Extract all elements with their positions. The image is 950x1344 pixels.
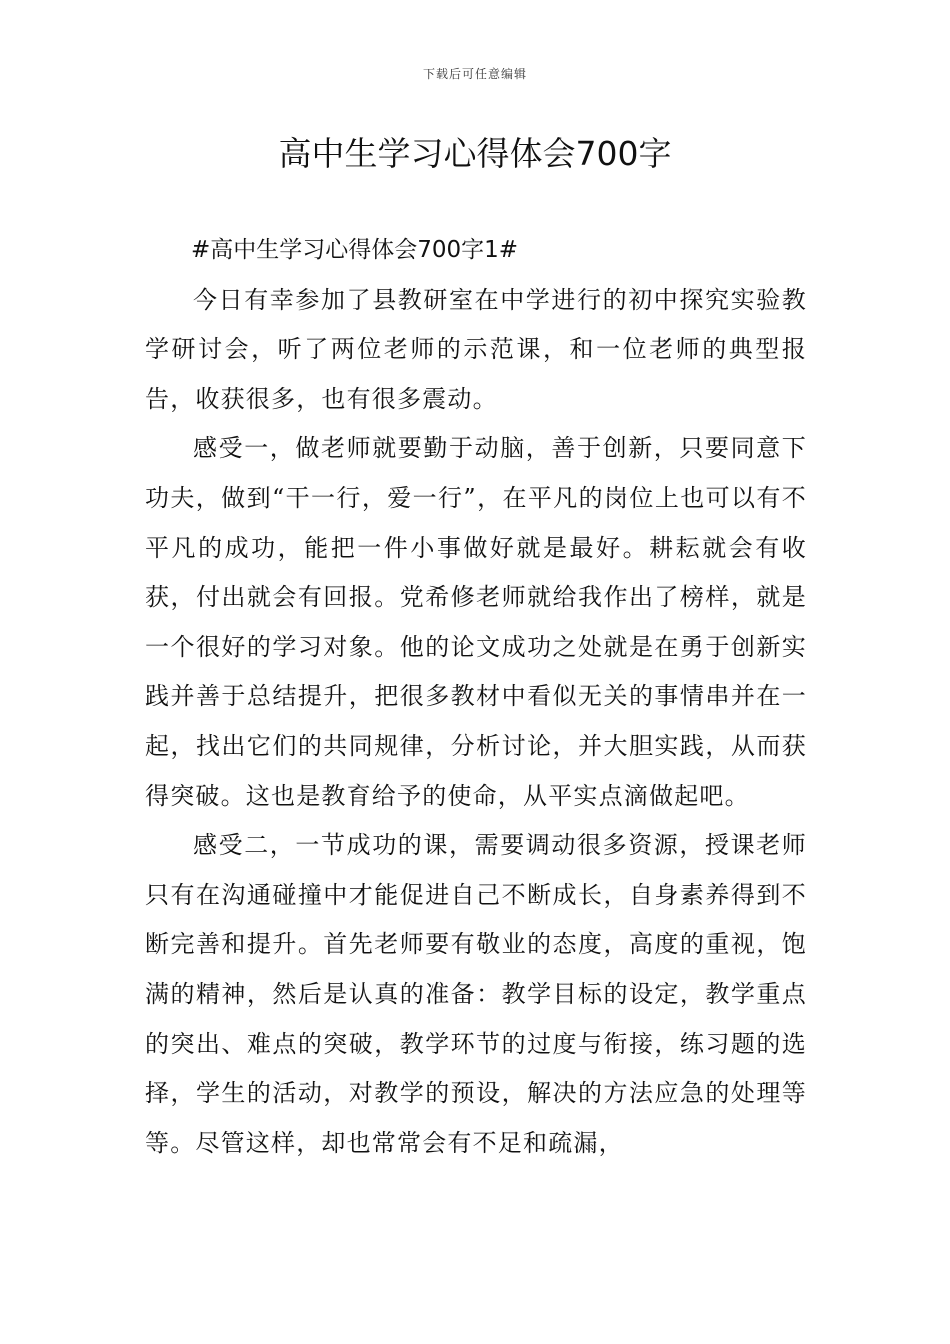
paragraph-1: 今日有幸参加了县教研室在中学进行的初中探究实验教学研讨会，听了两位老师的示范课，和一位老师的典型报告，收获很多，也有很多震动。 [145, 285, 807, 413]
header-note: 下载后可任意编辑 [422, 67, 527, 81]
document-title: 高中生学习心得体会700字 [278, 134, 672, 173]
section-heading: #高中生学习心得体会700字1# [191, 237, 519, 263]
paragraph-2: 感受一，做老师就要勤于动脑，善于创新，只要同意下功夫，做到“干一行，爱一行”，在平凡的岗位上也可以有不平凡的成功，能把一件小事做好就是最好。耕耘就会有收获，付出就会有回报。党希修老师就给我作出了榜样，就是一个很好的学习对象。他的论文成功之处就是在勇于创新实践并善于总结提升，把很多教材中看似无关的事情串并在一起，找出它们的共同规律，分析讨论，并大胆实践，从而获得突破。这也是教育给予的使命，从平实点滴做起吧。 [145, 434, 807, 810]
paragraph-3: 感受二，一节成功的课，需要调动很多资源，授课老师只有在沟通碰撞中才能促进自己不断成长，自身素养得到不断完善和提升。首先老师要有敬业的态度，高度的重视，饱满的精神，然后是认真的准备：教学目标的设定，教学重点的突出、难点的突破，教学环节的过度与衔接，练习题的选择，学生的活动，对教学的预设，解决的方法应急的处理等等。尽管这样，却也常常会有不足和疏漏， [145, 831, 807, 1157]
document-body [145, 226, 807, 1168]
